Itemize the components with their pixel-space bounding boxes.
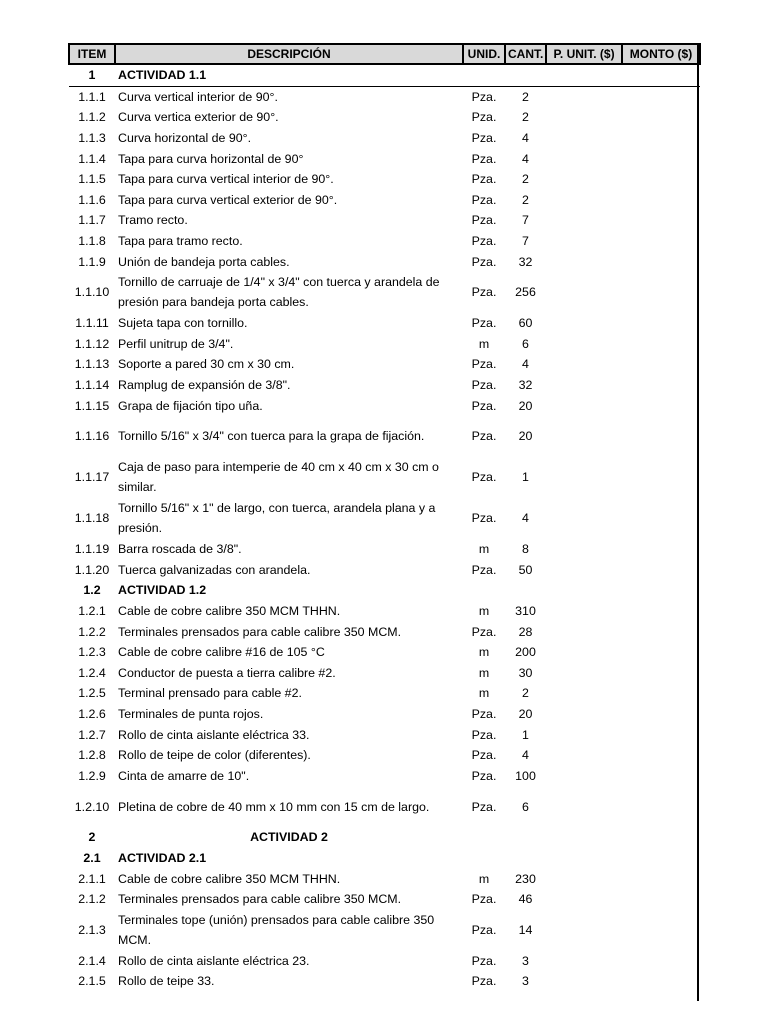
quantity-cell: 28 <box>518 624 533 639</box>
table-row <box>69 210 700 231</box>
amount-cell <box>622 621 700 642</box>
table-row <box>69 128 700 149</box>
amount-cell <box>622 827 700 848</box>
quantity-cell: 200 <box>515 645 536 660</box>
item-cell: 1.1.1 <box>78 89 106 104</box>
table-row <box>69 642 700 663</box>
section-row <box>69 827 700 848</box>
description-cell: Tapa para curva vertical exterior de 90°. <box>118 192 338 207</box>
unit-cell: Pza. <box>471 285 497 300</box>
unit-price-cell <box>546 724 622 745</box>
amount-cell <box>622 909 700 950</box>
amount-cell <box>622 765 700 786</box>
unit-price-cell <box>546 86 622 107</box>
quantity-cell: 256 <box>515 285 536 300</box>
table-row <box>69 662 700 683</box>
quantity-cell: 4 <box>522 748 529 763</box>
description-cell: Sujeta tapa con tornillo. <box>118 316 248 331</box>
unit-cell <box>463 848 505 869</box>
table-row <box>69 334 700 355</box>
item-cell: 1.1.8 <box>78 234 106 249</box>
item-cell: 1 <box>69 64 115 86</box>
amount-cell <box>622 457 700 498</box>
item-cell: 2.1.5 <box>78 974 106 989</box>
budget-sheet <box>68 43 699 992</box>
description-cell: Tapa para curva vertical interior de 90°. <box>118 172 334 187</box>
unit-cell: Pza. <box>471 799 497 814</box>
amount-cell <box>622 169 700 190</box>
unit-cell: Pza. <box>471 748 497 763</box>
unit-cell: Pza. <box>471 974 497 989</box>
section-row <box>69 848 700 869</box>
quantity-cell: 50 <box>518 562 533 577</box>
quantity-cell: 32 <box>518 254 533 269</box>
amount-cell <box>622 724 700 745</box>
amount-cell <box>622 539 700 560</box>
description-cell: Cable de cobre calibre 350 MCM THHN. <box>118 603 341 618</box>
quantity-cell: 4 <box>522 151 529 166</box>
quantity-cell: 14 <box>518 922 533 937</box>
unit-cell: Pza. <box>471 172 497 187</box>
description-cell: Grapa de fijación tipo uña. <box>118 398 263 413</box>
quantity-cell: 1 <box>522 727 529 742</box>
item-cell: 1.1.19 <box>74 542 110 557</box>
item-cell: 1.2.8 <box>78 748 106 763</box>
quantity-cell <box>505 64 546 86</box>
description-cell: ACTIVIDAD 2.1 <box>118 850 207 865</box>
amount-cell <box>622 86 700 107</box>
amount-cell <box>622 375 700 396</box>
description-cell: Pletina de cobre de 40 mm x 10 mm con 15 cm de largo. <box>118 799 430 814</box>
item-cell: 2.1.3 <box>78 922 106 937</box>
description-cell: ACTIVIDAD 1.2 <box>118 583 207 598</box>
header-monto: MONTO ($) <box>622 44 700 64</box>
amount-cell <box>622 868 700 889</box>
amount-cell <box>622 601 700 622</box>
amount-cell <box>622 580 700 601</box>
table-row <box>69 724 700 745</box>
table-row <box>69 416 700 457</box>
amount-cell <box>622 786 700 827</box>
amount-cell <box>622 272 700 313</box>
description-cell: ACTIVIDAD 1.1 <box>115 64 463 86</box>
quantity-cell: 46 <box>518 892 533 907</box>
description-cell: Cable de cobre calibre 350 MCM THHN. <box>118 871 341 886</box>
amount-cell <box>622 107 700 128</box>
item-cell: 1.1.18 <box>74 511 110 526</box>
table-row <box>69 909 700 950</box>
unit-cell: m <box>478 686 490 701</box>
amount-cell <box>622 642 700 663</box>
unit-price-cell <box>546 786 622 827</box>
description-cell: Curva horizontal de 90°. <box>118 131 252 146</box>
unit-cell: m <box>478 665 490 680</box>
quantity-cell: 100 <box>515 768 536 783</box>
item-cell: 1.1.9 <box>78 254 106 269</box>
description-cell: Curva vertica exterior de 90°. <box>118 110 279 125</box>
description-cell: Tornillo 5/16" x 1" de largo, con tuerca, arandela plana y a presión. <box>118 501 436 536</box>
quantity-cell: 230 <box>515 871 536 886</box>
quantity-cell: 20 <box>518 398 533 413</box>
table-row <box>69 313 700 334</box>
table-row <box>69 272 700 313</box>
unit-price-cell <box>546 704 622 725</box>
unit-cell: Pza. <box>471 429 497 444</box>
amount-cell <box>622 190 700 211</box>
table-row <box>69 683 700 704</box>
unit-price-cell <box>546 64 622 86</box>
quantity-cell <box>505 827 546 848</box>
unit-price-cell <box>546 334 622 355</box>
amount-cell <box>622 148 700 169</box>
unit-cell: m <box>478 542 490 557</box>
unit-cell: Pza. <box>471 922 497 937</box>
item-cell: 1.1.20 <box>74 562 110 577</box>
unit-cell <box>463 827 505 848</box>
unit-price-cell <box>546 457 622 498</box>
item-cell: 1.1.14 <box>74 378 110 393</box>
description-cell: Cable de cobre calibre #16 de 105 °C <box>118 645 325 660</box>
description-cell: Terminal prensado para cable #2. <box>118 686 302 701</box>
item-cell: 1.1.11 <box>75 316 109 331</box>
table-row <box>69 539 700 560</box>
quantity-cell: 20 <box>518 706 533 721</box>
description-cell: Cinta de amarre de 10". <box>118 768 250 783</box>
quantity-cell: 8 <box>522 542 529 557</box>
description-cell: Perfil unitrup de 3/4". <box>118 336 234 351</box>
amount-cell <box>622 210 700 231</box>
table-body <box>69 64 700 992</box>
unit-price-cell <box>546 950 622 971</box>
amount-cell <box>622 560 700 581</box>
description-cell: Tapa para curva horizontal de 90° <box>118 151 304 166</box>
items-table <box>68 43 701 992</box>
unit-price-cell <box>546 868 622 889</box>
unit-price-cell <box>546 909 622 950</box>
quantity-cell: 2 <box>522 192 529 207</box>
header-item: ITEM <box>69 44 115 64</box>
description-cell: Tuerca galvanizadas con arandela. <box>118 562 311 577</box>
header-unid: UNID. <box>463 44 505 64</box>
right-border <box>697 43 699 1001</box>
amount-cell <box>622 848 700 869</box>
unit-price-cell <box>546 560 622 581</box>
unit-cell: m <box>478 603 490 618</box>
quantity-cell: 2 <box>522 110 529 125</box>
amount-cell <box>622 231 700 252</box>
item-cell: 2 <box>88 830 96 845</box>
table-row <box>69 868 700 889</box>
unit-cell: Pza. <box>471 192 497 207</box>
table-row <box>69 457 700 498</box>
unit-price-cell <box>546 498 622 539</box>
unit-cell: m <box>478 871 490 886</box>
table-row <box>69 971 700 992</box>
quantity-cell: 310 <box>515 603 536 618</box>
amount-cell <box>622 251 700 272</box>
unit-cell: Pza. <box>471 151 497 166</box>
unit-cell: Pza. <box>471 562 497 577</box>
table-row <box>69 601 700 622</box>
unit-price-cell <box>546 539 622 560</box>
quantity-cell: 3 <box>522 974 529 989</box>
unit-cell: Pza. <box>471 892 497 907</box>
item-cell: 1.1.17 <box>74 470 110 485</box>
unit-cell: Pza. <box>471 89 497 104</box>
quantity-cell: 30 <box>518 665 533 680</box>
item-cell: 1.2.4 <box>78 665 106 680</box>
item-cell: 1.2.2 <box>78 624 106 639</box>
amount-cell <box>622 704 700 725</box>
table-row <box>69 190 700 211</box>
quantity-cell: 4 <box>522 357 529 372</box>
item-cell: 1.1.13 <box>74 357 110 372</box>
unit-price-cell <box>546 580 622 601</box>
item-cell: 1.2.6 <box>78 706 106 721</box>
amount-cell <box>622 950 700 971</box>
unit-cell: Pza. <box>471 131 497 146</box>
item-cell: 1.1.5 <box>78 172 106 187</box>
unit-price-cell <box>546 889 622 910</box>
table-row <box>69 950 700 971</box>
description-cell: Tapa para tramo recto. <box>118 234 243 249</box>
unit-price-cell <box>546 827 622 848</box>
item-cell: 2.1.2 <box>78 892 106 907</box>
amount-cell <box>622 395 700 416</box>
amount-cell <box>622 889 700 910</box>
item-cell: 1.1.16 <box>74 429 110 444</box>
quantity-cell: 20 <box>518 429 533 444</box>
unit-price-cell <box>546 621 622 642</box>
table-row <box>69 498 700 539</box>
quantity-cell: 2 <box>522 686 529 701</box>
quantity-cell: 2 <box>522 89 529 104</box>
unit-price-cell <box>546 765 622 786</box>
quantity-cell: 6 <box>522 336 529 351</box>
unit-cell: Pza. <box>471 234 497 249</box>
quantity-cell: 6 <box>522 799 529 814</box>
table-row <box>69 251 700 272</box>
table-row <box>69 107 700 128</box>
description-cell: Curva vertical interior de 90°. <box>118 89 278 104</box>
description-cell: Terminales prensados para cable calibre 350 MCM. <box>118 624 402 639</box>
section-row <box>69 64 700 86</box>
table-row <box>69 765 700 786</box>
quantity-cell: 60 <box>518 316 533 331</box>
unit-cell: Pza. <box>471 470 497 485</box>
unit-price-cell <box>546 148 622 169</box>
amount-cell <box>622 64 700 86</box>
description-cell: Terminales de punta rojos. <box>118 706 264 721</box>
item-cell: 1.1.10 <box>74 285 110 300</box>
quantity-cell: 4 <box>522 131 529 146</box>
unit-cell: Pza. <box>471 378 497 393</box>
unit-cell: Pza. <box>471 398 497 413</box>
quantity-cell: 32 <box>518 378 533 393</box>
item-cell: 1.2.3 <box>78 645 106 660</box>
header-row <box>69 44 700 64</box>
unit-cell: Pza. <box>471 316 497 331</box>
unit-cell: m <box>478 645 490 660</box>
unit-price-cell <box>546 272 622 313</box>
header-punit: P. UNIT. ($) <box>546 44 622 64</box>
table-row <box>69 231 700 252</box>
item-cell: 1.2.7 <box>78 727 106 742</box>
unit-price-cell <box>546 662 622 683</box>
table-row <box>69 704 700 725</box>
table-row <box>69 354 700 375</box>
unit-cell <box>463 64 505 86</box>
unit-price-cell <box>546 683 622 704</box>
quantity-cell: 1 <box>522 470 529 485</box>
table-row <box>69 621 700 642</box>
amount-cell <box>622 354 700 375</box>
description-cell: Rollo de cinta aislante eléctrica 33. <box>118 727 310 742</box>
item-cell: 1.2.1 <box>78 603 106 618</box>
description-cell: Terminales tope (unión) prensados para cable calibre 350 MCM. <box>118 912 435 947</box>
amount-cell <box>622 662 700 683</box>
table-row <box>69 786 700 827</box>
description-cell: Ramplug de expansión de 3/8". <box>118 378 291 393</box>
amount-cell <box>622 971 700 992</box>
amount-cell <box>622 128 700 149</box>
item-cell: 1.1.15 <box>74 398 110 413</box>
amount-cell <box>622 313 700 334</box>
unit-cell: Pza. <box>471 624 497 639</box>
quantity-cell <box>505 580 546 601</box>
item-cell: 1.2 <box>83 583 101 598</box>
item-cell: 1.2.9 <box>78 768 106 783</box>
description-cell: Tornillo de carruaje de 1/4" x 3/4" con tuerca y arandela de presión para bandeja porta cables. <box>118 275 440 310</box>
header-descripcion: DESCRIPCIÓN <box>115 44 463 64</box>
unit-price-cell <box>546 210 622 231</box>
table-row <box>69 169 700 190</box>
unit-price-cell <box>546 395 622 416</box>
description-cell: Conductor de puesta a tierra calibre #2. <box>118 665 336 680</box>
table-row <box>69 86 700 107</box>
unit-cell: m <box>478 336 490 351</box>
table-row <box>69 375 700 396</box>
unit-cell: Pza. <box>471 727 497 742</box>
quantity-cell: 4 <box>522 511 529 526</box>
unit-cell: Pza. <box>471 706 497 721</box>
unit-cell: Pza. <box>471 254 497 269</box>
unit-cell: Pza. <box>471 110 497 125</box>
item-cell: 1.2.5 <box>78 686 106 701</box>
description-cell: Tornillo 5/16" x 3/4" con tuerca para la grapa de fijación. <box>118 429 425 444</box>
item-cell: 2.1 <box>83 850 101 865</box>
amount-cell <box>622 334 700 355</box>
unit-cell: Pza. <box>471 511 497 526</box>
description-cell: Rollo de teipe de color (diferentes). <box>118 748 311 763</box>
unit-cell: Pza. <box>471 213 497 228</box>
description-cell: Caja de paso para intemperie de 40 cm x 40 cm x 30 cm o similar. <box>118 460 439 495</box>
unit-price-cell <box>546 231 622 252</box>
unit-price-cell <box>546 745 622 766</box>
table-row <box>69 745 700 766</box>
amount-cell <box>622 745 700 766</box>
description-cell: ACTIVIDAD 2 <box>250 830 328 845</box>
item-cell: 1.1.12 <box>74 336 110 351</box>
unit-price-cell <box>546 169 622 190</box>
unit-price-cell <box>546 416 622 457</box>
table-row <box>69 560 700 581</box>
description-cell: Tramo recto. <box>118 213 188 228</box>
unit-price-cell <box>546 971 622 992</box>
quantity-cell: 7 <box>522 213 529 228</box>
table-row <box>69 889 700 910</box>
table-row <box>69 148 700 169</box>
description-cell: Terminales prensados para cable calibre 350 MCM. <box>118 892 402 907</box>
item-cell: 1.1.4 <box>78 151 106 166</box>
quantity-cell <box>505 848 546 869</box>
section-row <box>69 580 700 601</box>
unit-price-cell <box>546 601 622 622</box>
description-cell: Barra roscada de 3/8". <box>118 542 242 557</box>
header-cant: CANT. <box>505 44 546 64</box>
unit-price-cell <box>546 375 622 396</box>
item-cell: 1.1.2 <box>78 110 106 125</box>
description-cell: Unión de bandeja porta cables. <box>118 254 290 269</box>
unit-price-cell <box>546 251 622 272</box>
unit-price-cell <box>546 642 622 663</box>
item-cell: 1.1.3 <box>78 131 106 146</box>
item-cell: 2.1.4 <box>78 953 106 968</box>
amount-cell <box>622 683 700 704</box>
description-cell: Soporte a pared 30 cm x 30 cm. <box>118 357 295 372</box>
unit-price-cell <box>546 107 622 128</box>
amount-cell <box>622 416 700 457</box>
unit-price-cell <box>546 354 622 375</box>
unit-cell: Pza. <box>471 768 497 783</box>
quantity-cell: 7 <box>522 234 529 249</box>
unit-price-cell <box>546 128 622 149</box>
unit-price-cell <box>546 190 622 211</box>
quantity-cell: 2 <box>522 172 529 187</box>
unit-cell: Pza. <box>471 953 497 968</box>
unit-price-cell <box>546 313 622 334</box>
item-cell: 1.1.6 <box>78 192 106 207</box>
quantity-cell: 3 <box>522 953 529 968</box>
description-cell: Rollo de teipe 33. <box>118 974 215 989</box>
unit-price-cell <box>546 848 622 869</box>
item-cell: 2.1.1 <box>78 871 106 886</box>
item-cell: 1.2.10 <box>74 799 110 814</box>
unit-cell: Pza. <box>471 357 497 372</box>
unit-cell <box>463 580 505 601</box>
table-row <box>69 395 700 416</box>
item-cell: 1.1.7 <box>78 213 106 228</box>
description-cell: Rollo de cinta aislante eléctrica 23. <box>118 953 310 968</box>
amount-cell <box>622 498 700 539</box>
